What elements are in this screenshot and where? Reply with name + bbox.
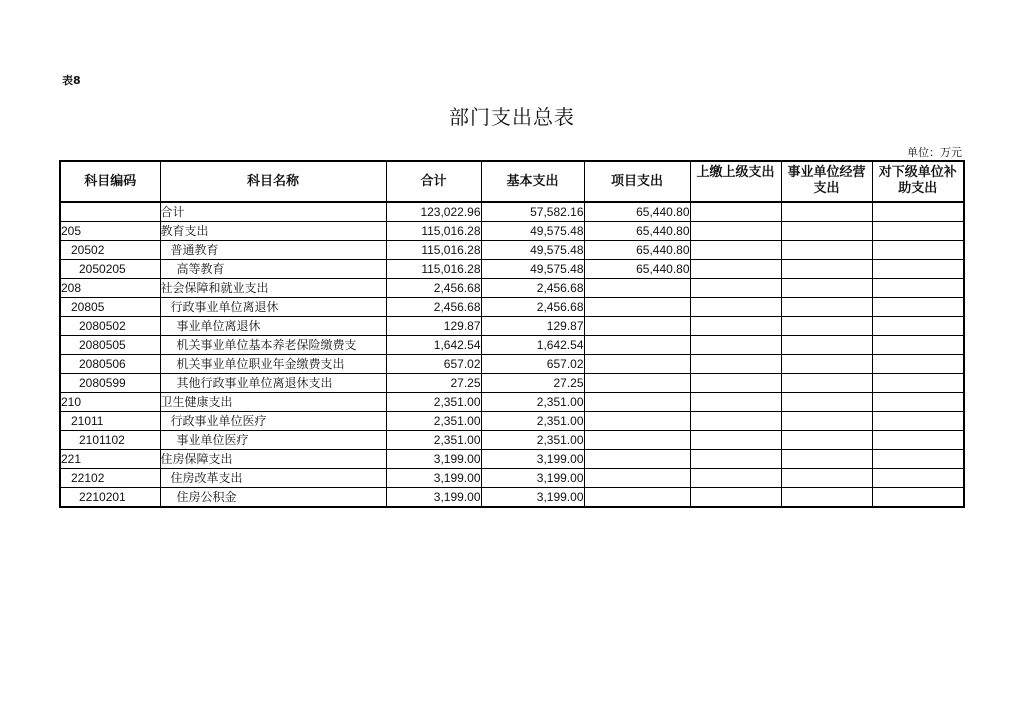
cell-upper	[690, 317, 781, 336]
col-header-total: 合计	[386, 161, 481, 202]
cell-project	[584, 450, 690, 469]
col-header-project: 项目支出	[584, 161, 690, 202]
cell-project: 65,440.80	[584, 202, 690, 222]
col-header-subsidy: 对下级单位补助支出	[872, 161, 964, 202]
cell-business	[781, 469, 872, 488]
cell-subsidy	[872, 317, 964, 336]
cell-name: 教育支出	[160, 222, 386, 241]
cell-code: 2080599	[60, 374, 160, 393]
col-header-business: 事业单位经营支出	[781, 161, 872, 202]
col-header-basic: 基本支出	[481, 161, 584, 202]
cell-code: 2080502	[60, 317, 160, 336]
table-row	[60, 241, 964, 260]
expenditure-table	[59, 160, 965, 508]
cell-code: 205	[60, 222, 160, 241]
cell-business	[781, 241, 872, 260]
table-row	[60, 317, 964, 336]
cell-business	[781, 222, 872, 241]
table-row	[60, 393, 964, 412]
cell-code: 20502	[60, 241, 160, 260]
cell-subsidy	[872, 241, 964, 260]
cell-basic: 3,199.00	[481, 450, 584, 469]
table-row	[60, 374, 964, 393]
cell-basic: 129.87	[481, 317, 584, 336]
table-row	[60, 279, 964, 298]
cell-subsidy	[872, 450, 964, 469]
cell-basic: 57,582.16	[481, 202, 584, 222]
cell-subsidy	[872, 298, 964, 317]
table-row	[60, 431, 964, 450]
cell-code: 22102	[60, 469, 160, 488]
cell-basic: 3,199.00	[481, 488, 584, 508]
cell-basic: 2,456.68	[481, 279, 584, 298]
cell-project	[584, 431, 690, 450]
cell-name: 行政事业单位离退休	[160, 298, 386, 317]
cell-basic: 657.02	[481, 355, 584, 374]
cell-project: 65,440.80	[584, 260, 690, 279]
cell-total: 3,199.00	[386, 469, 481, 488]
cell-business	[781, 431, 872, 450]
cell-basic: 2,456.68	[481, 298, 584, 317]
col-header-code: 科目编码	[60, 161, 160, 202]
cell-business	[781, 260, 872, 279]
cell-code: 2050205	[60, 260, 160, 279]
cell-code: 2080506	[60, 355, 160, 374]
cell-business	[781, 336, 872, 355]
cell-basic: 49,575.48	[481, 241, 584, 260]
cell-upper	[690, 298, 781, 317]
cell-upper	[690, 431, 781, 450]
cell-total: 123,022.96	[386, 202, 481, 222]
cell-upper	[690, 355, 781, 374]
cell-total: 129.87	[386, 317, 481, 336]
cell-business	[781, 412, 872, 431]
cell-project	[584, 393, 690, 412]
cell-project	[584, 412, 690, 431]
page-title: 部门支出总表	[449, 105, 575, 129]
cell-name: 事业单位医疗	[160, 431, 386, 450]
cell-name: 住房公积金	[160, 488, 386, 508]
cell-upper	[690, 488, 781, 508]
cell-code: 2210201	[60, 488, 160, 508]
cell-upper	[690, 412, 781, 431]
cell-subsidy	[872, 393, 964, 412]
cell-code: 2080505	[60, 336, 160, 355]
cell-basic: 2,351.00	[481, 393, 584, 412]
cell-name: 事业单位离退休	[160, 317, 386, 336]
cell-subsidy	[872, 260, 964, 279]
cell-subsidy	[872, 488, 964, 508]
cell-code: 221	[60, 450, 160, 469]
cell-business	[781, 317, 872, 336]
cell-project	[584, 317, 690, 336]
cell-name: 住房保障支出	[160, 450, 386, 469]
cell-total: 2,456.68	[386, 279, 481, 298]
cell-code: 208	[60, 279, 160, 298]
table-row	[60, 469, 964, 488]
cell-total: 2,351.00	[386, 412, 481, 431]
cell-code: 21011	[60, 412, 160, 431]
cell-name: 高等教育	[160, 260, 386, 279]
cell-name: 机关事业单位职业年金缴费支出	[160, 355, 386, 374]
cell-code: 20805	[60, 298, 160, 317]
cell-total: 657.02	[386, 355, 481, 374]
cell-upper	[690, 469, 781, 488]
table-row	[60, 355, 964, 374]
cell-project: 65,440.80	[584, 241, 690, 260]
cell-basic: 3,199.00	[481, 469, 584, 488]
cell-basic: 2,351.00	[481, 431, 584, 450]
cell-upper	[690, 260, 781, 279]
cell-upper	[690, 222, 781, 241]
cell-code	[60, 202, 160, 222]
cell-upper	[690, 202, 781, 222]
cell-total: 2,351.00	[386, 393, 481, 412]
cell-name: 机关事业单位基本养老保险缴费支	[160, 336, 386, 355]
cell-upper	[690, 241, 781, 260]
cell-upper	[690, 393, 781, 412]
cell-upper	[690, 279, 781, 298]
cell-total: 3,199.00	[386, 488, 481, 508]
table-header-row	[60, 161, 964, 202]
cell-basic: 49,575.48	[481, 222, 584, 241]
cell-upper	[690, 374, 781, 393]
cell-total: 2,456.68	[386, 298, 481, 317]
cell-project: 65,440.80	[584, 222, 690, 241]
cell-subsidy	[872, 336, 964, 355]
table-row	[60, 336, 964, 355]
cell-total: 2,351.00	[386, 431, 481, 450]
cell-basic: 49,575.48	[481, 260, 584, 279]
cell-total: 115,016.28	[386, 260, 481, 279]
cell-name: 行政事业单位医疗	[160, 412, 386, 431]
cell-basic: 1,642.54	[481, 336, 584, 355]
cell-total: 3,199.00	[386, 450, 481, 469]
cell-business	[781, 374, 872, 393]
cell-name: 卫生健康支出	[160, 393, 386, 412]
cell-upper	[690, 336, 781, 355]
cell-business	[781, 202, 872, 222]
cell-total: 27.25	[386, 374, 481, 393]
cell-business	[781, 279, 872, 298]
table-row	[60, 298, 964, 317]
table-row	[60, 222, 964, 241]
cell-business	[781, 298, 872, 317]
cell-project	[584, 336, 690, 355]
cell-name: 住房改革支出	[160, 469, 386, 488]
unit-label: 单位：万元	[907, 146, 962, 159]
cell-subsidy	[872, 374, 964, 393]
cell-subsidy	[872, 412, 964, 431]
cell-total: 115,016.28	[386, 241, 481, 260]
table-row	[60, 260, 964, 279]
col-header-name: 科目名称	[160, 161, 386, 202]
cell-code: 2101102	[60, 431, 160, 450]
cell-subsidy	[872, 279, 964, 298]
cell-business	[781, 355, 872, 374]
cell-project	[584, 279, 690, 298]
cell-name: 其他行政事业单位离退休支出	[160, 374, 386, 393]
cell-business	[781, 488, 872, 508]
cell-subsidy	[872, 202, 964, 222]
cell-project	[584, 488, 690, 508]
cell-business	[781, 393, 872, 412]
table-row	[60, 202, 964, 222]
cell-total: 1,642.54	[386, 336, 481, 355]
cell-name: 普通教育	[160, 241, 386, 260]
cell-project	[584, 298, 690, 317]
cell-total: 115,016.28	[386, 222, 481, 241]
cell-code: 210	[60, 393, 160, 412]
col-header-upper: 上缴上级支出	[690, 161, 781, 202]
cell-business	[781, 450, 872, 469]
table-row	[60, 412, 964, 431]
table-number: 表8	[62, 74, 81, 87]
cell-subsidy	[872, 222, 964, 241]
cell-name: 社会保障和就业支出	[160, 279, 386, 298]
cell-project	[584, 374, 690, 393]
cell-upper	[690, 450, 781, 469]
cell-name: 合计	[160, 202, 386, 222]
cell-subsidy	[872, 431, 964, 450]
table-row	[60, 488, 964, 508]
cell-project	[584, 355, 690, 374]
table-row	[60, 450, 964, 469]
cell-project	[584, 469, 690, 488]
cell-basic: 27.25	[481, 374, 584, 393]
cell-subsidy	[872, 469, 964, 488]
cell-basic: 2,351.00	[481, 412, 584, 431]
cell-subsidy	[872, 355, 964, 374]
